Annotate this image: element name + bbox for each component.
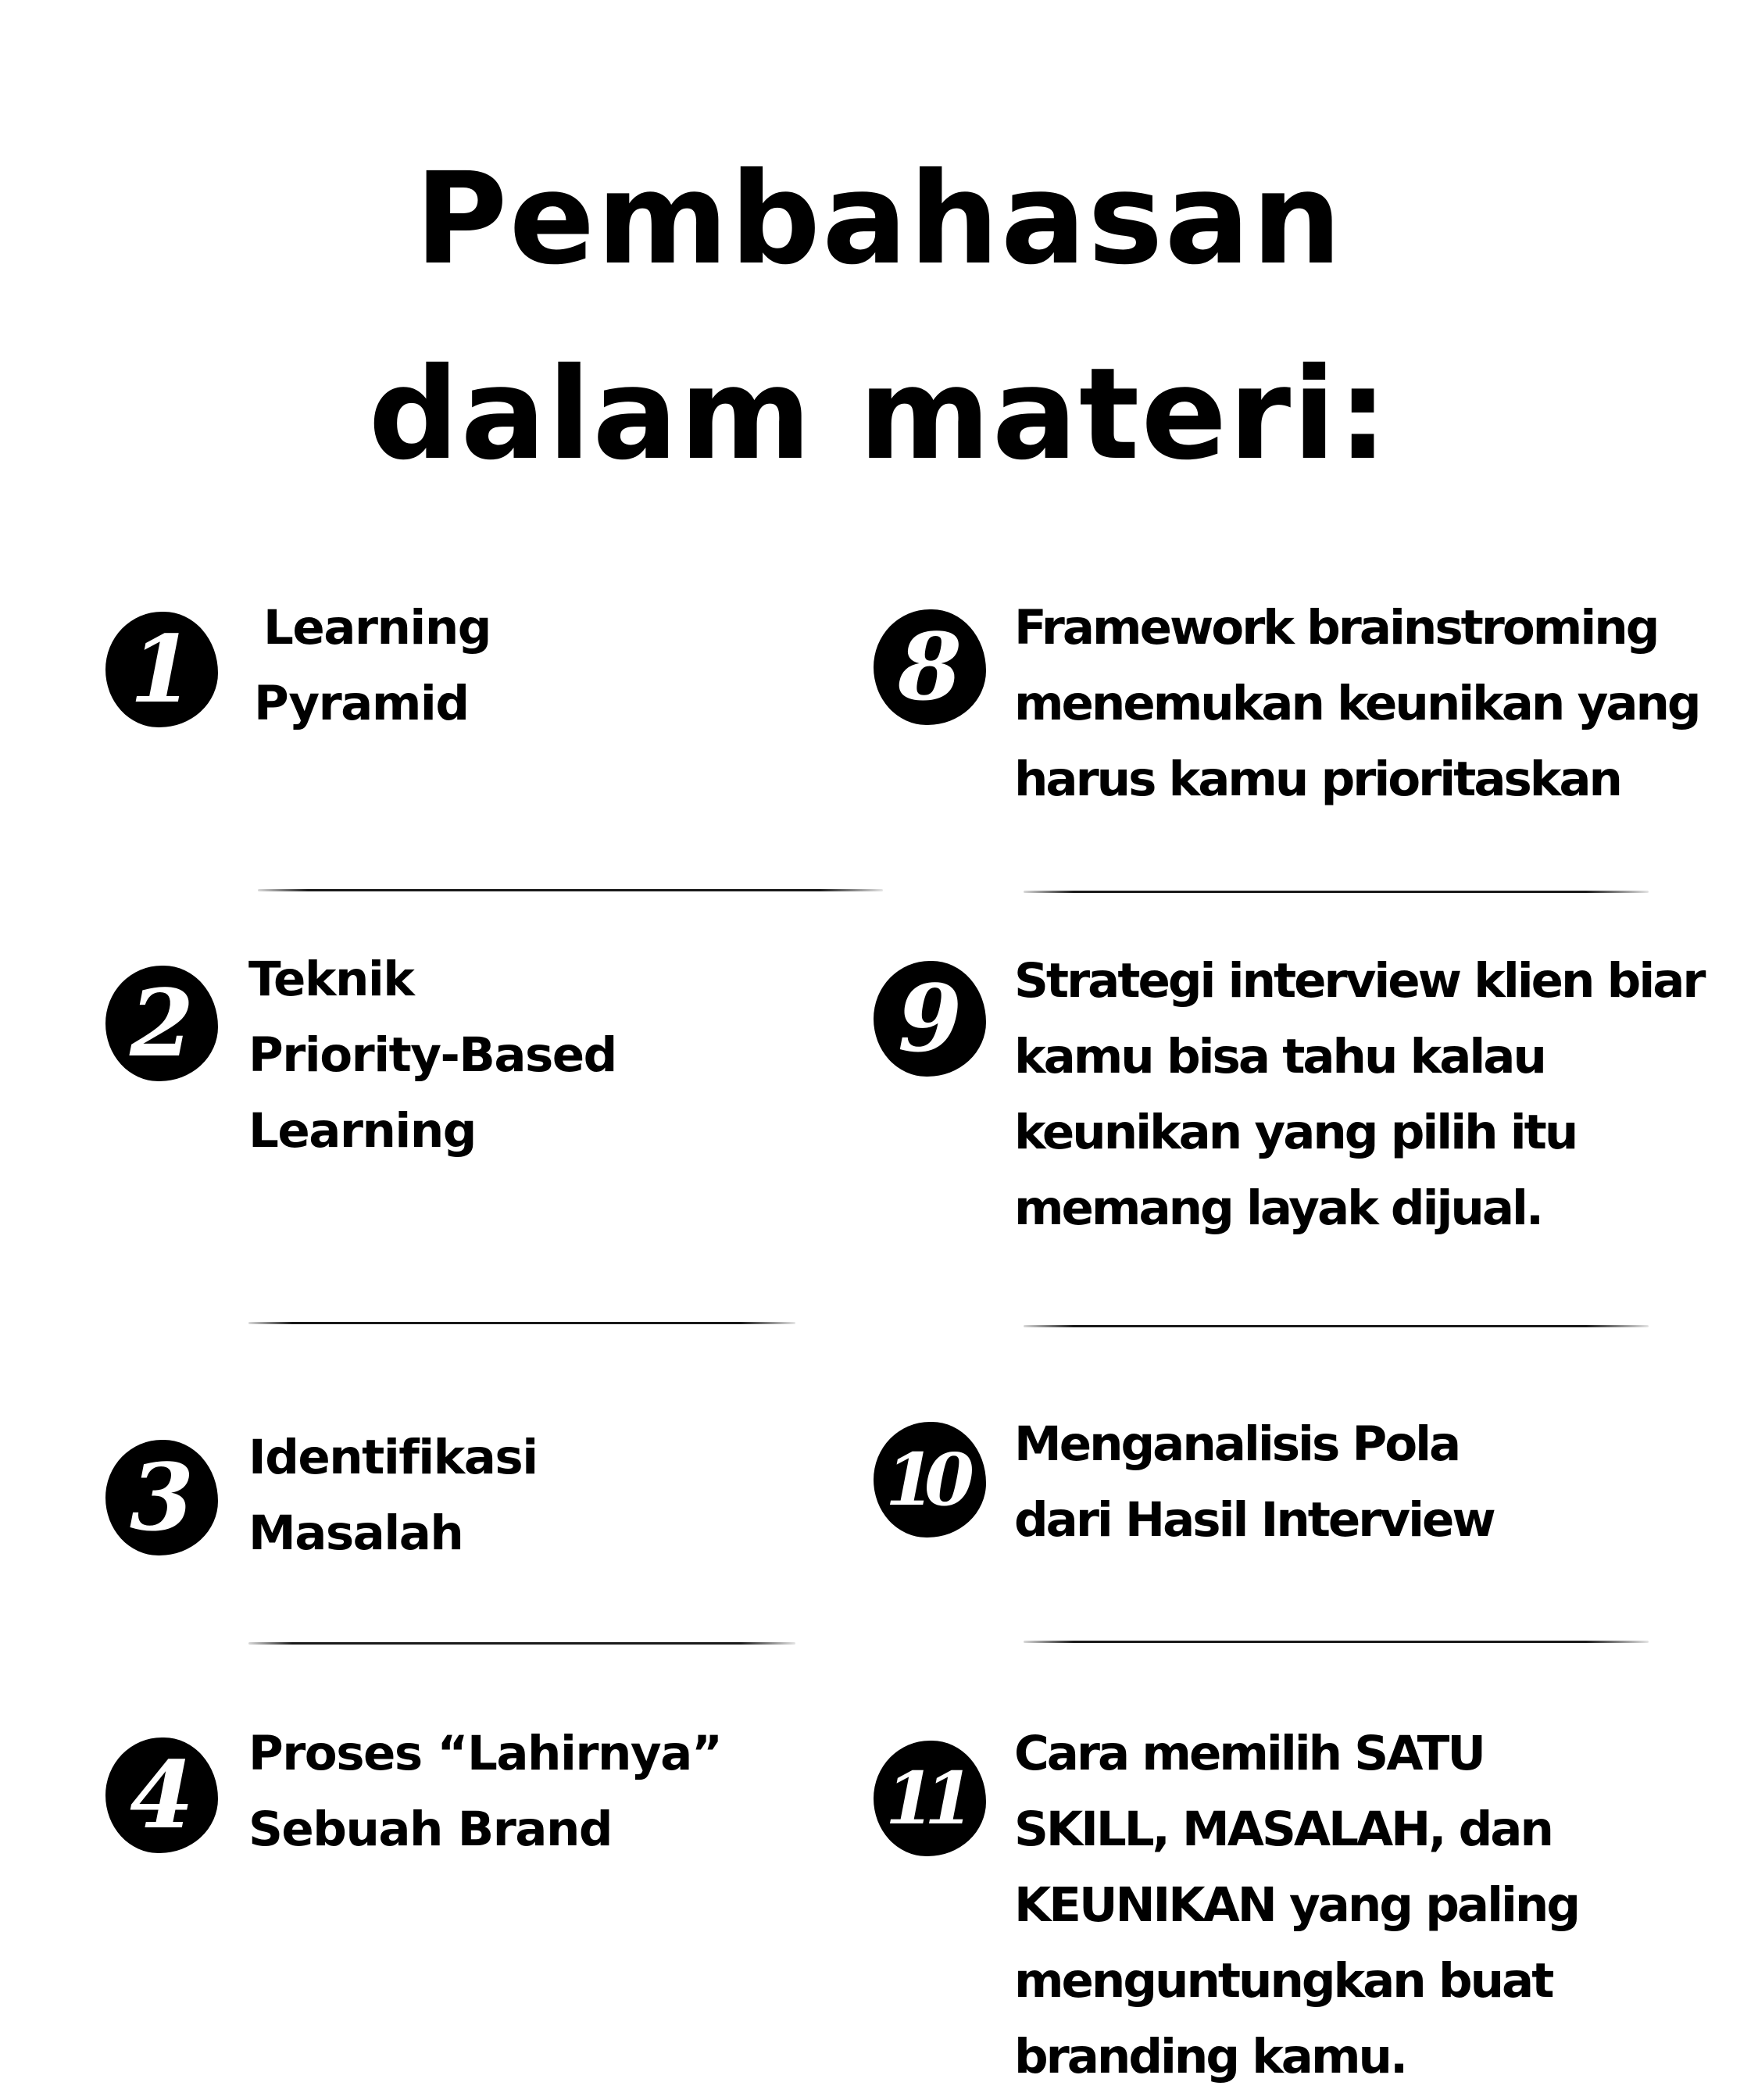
- divider-left-1: [258, 889, 883, 891]
- page-title-line-2: dalam materi:: [368, 341, 1390, 488]
- divider-right-2: [1024, 1325, 1649, 1327]
- topic-item-9-line: Strategi interview klien biar: [1014, 953, 1704, 1009]
- topic-item-11-line: menguntungkan buat: [1014, 1953, 1553, 2009]
- divider-right-1: [1024, 891, 1649, 893]
- topic-item-8-line: Framework brainstroming: [1014, 600, 1658, 655]
- topic-item-8: [1014, 590, 1699, 817]
- topic-item-10: [1014, 1406, 1494, 1558]
- topic-item-1: [254, 590, 491, 741]
- number-badge-2-icon: 2: [105, 966, 218, 1081]
- divider-left-2: [248, 1322, 795, 1324]
- topic-item-8-line: menemukan keunikan yang: [1014, 676, 1699, 731]
- topic-item-11-line: branding kamu.: [1014, 2029, 1406, 2084]
- divider-right-3: [1024, 1641, 1649, 1643]
- topic-item-10-line: Menganalisis Pola: [1014, 1416, 1460, 1472]
- topic-item-9-line: keunikan yang pilih itu: [1014, 1105, 1577, 1160]
- number-badge-11-icon: 11: [874, 1741, 986, 1856]
- topic-item-3-line: Masalah: [248, 1505, 463, 1561]
- topic-item-2-line: Learning: [248, 1103, 476, 1159]
- divider-left-3: [248, 1642, 795, 1645]
- topic-item-2-line: Priority-Based: [248, 1027, 616, 1083]
- page-title-line-1: Pembahasan: [414, 146, 1344, 293]
- topic-item-9-line: memang layak dijual.: [1014, 1180, 1542, 1236]
- topic-item-4-line: Sebuah Brand: [248, 1802, 613, 1857]
- number-badge-3-icon: 3: [105, 1440, 218, 1555]
- topic-item-8-line: harus kamu prioritaskan: [1014, 752, 1620, 807]
- number-badge-4-icon: 4: [105, 1738, 218, 1853]
- topic-item-11-line: SKILL, MASALAH, dan: [1014, 1802, 1552, 1857]
- topic-item-9: [1014, 943, 1704, 1246]
- topic-item-4-line: Proses “Lahirnya”: [248, 1726, 722, 1781]
- topic-item-2-line: Teknik: [248, 952, 414, 1007]
- topic-item-4: [248, 1716, 721, 1867]
- topic-item-9-line: kamu bisa tahu kalau: [1014, 1029, 1545, 1084]
- topic-item-11-line: KEUNIKAN yang paling: [1014, 1877, 1578, 1933]
- topic-item-1-line: Learning: [263, 600, 491, 655]
- topic-item-11: [1014, 1716, 1578, 2095]
- topic-item-3-line: Identifikasi: [248, 1430, 538, 1485]
- topic-item-11-line: Cara memilih SATU: [1014, 1726, 1484, 1781]
- number-badge-9-icon: 9: [874, 961, 986, 1077]
- topic-item-10-line: dari Hasil Interview: [1014, 1492, 1494, 1548]
- number-badge-10-icon: 10: [874, 1422, 986, 1538]
- topic-item-1-line: Pyramid: [254, 676, 469, 731]
- topic-item-3: [248, 1420, 538, 1571]
- number-badge-8-icon: 8: [874, 609, 986, 725]
- number-badge-1-icon: 1: [105, 612, 218, 727]
- topic-item-2: [248, 941, 616, 1169]
